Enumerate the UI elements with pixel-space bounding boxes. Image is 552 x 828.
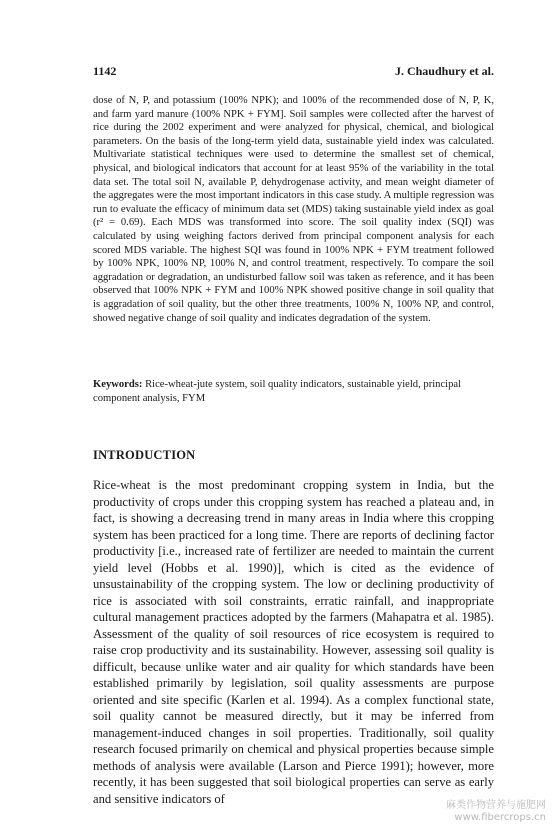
section-title-introduction: INTRODUCTION xyxy=(93,448,196,462)
abstract-body xyxy=(93,94,494,325)
site-watermark xyxy=(446,800,546,824)
abstract-text: dose of N, P, and potassium (100% NPK); and 100% of the recommended dose of N, P, K, and farm yard manure (100% NPK + FYM]. Soil samples were collected after the harvest of rice during the 2002 experiment and were analyzed for physical, chemical, and biological parameters. On the basis of the long-term yield data, sustainable yield index was calculated. Multivariate statistical techniques were used to determine the smallest set of chemical, physical, and biological indicators that account for at least 95% of the variability in the total data set. The total soil N, available P, dehydrogenase activity, and mean weight diameter of the aggregates were the most important indicators in this case study. A multiple regression was run to evaluate the efficacy of minimum data set (MDS) taking sustainable yield index as goal (r² = 0.69). Each MDS was transformed into score. The soil quality index (SQI) was calculated by using weighing factors derived from principal component analysis for each scored MDS variable. The highest SQI was found in 100% NPK + FYM treatment followed by 100% NPK, 100% NP, 100% N, and control treatment, respectively. To compare the soil aggradation or degradation, an undisturbed fallow soil was taken as reference, and it has been observed that 100% NPK + FYM and 100% NPK showed positive change in soil quality that is aggradation of soil quality, but the other three treatments, 100% N, 100% NP, and control, showed negative change of soil quality and indicates degradation of the system. xyxy=(93,95,494,324)
introduction-body xyxy=(93,477,494,807)
running-head-authors: J. Chaudhury et al. xyxy=(394,64,494,78)
watermark-line-2: www.fibercrops.cn xyxy=(454,812,546,823)
keywords-block xyxy=(93,378,494,405)
watermark-line-1: 麻类作物营养与施肥网 xyxy=(446,800,546,811)
keywords-label: Keywords: xyxy=(93,379,143,390)
introduction-text: Rice-wheat is the most predominant cropping system in India, but the productivity of crops under this cropping system has reached a plateau and, in fact, is showing a decreasing trend in many areas in India where this cropping system has been practiced for a long time. There are reports of declining factor productivity [i.e., increased rate of fertilizer are needed to maintain the current yield level (Hobbs et al. 1990)], which is cited as the evidence of unsustainability of the cropping system. The low or declining productivity of rice is associated with soil constraints, erratic rainfall, and inappropriate cultural management practices adopted by the farmers (Mahapatra et al. 1985). Assessment of the quality of soil resources of rice ecosystem is required to raise crop productivity and its sustainability. However, assessing soil quality is difficult, because unlike water and air quality for which standards have been established primarily by legislation, soil quality assessments are purpose oriented and site specific (Karlen et al. 1994). As a complex functional state, soil quality cannot be measured directly, but it may be inferred from management-induced changes in soil properties. Traditionally, soil quality research focused primarily on chemical and physical properties because simple methods of analysis were available (Larson and Pierce 1991); however, more recently, it has been suggested that soil biological properties can serve as early and sensitive indicators of xyxy=(93,478,494,806)
page-number: 1142 xyxy=(93,64,117,78)
keywords-text: Rice-wheat-jute system, soil quality indicators, sustainable yield, principal component analysis, FYM xyxy=(93,379,462,404)
running-header xyxy=(93,64,494,79)
